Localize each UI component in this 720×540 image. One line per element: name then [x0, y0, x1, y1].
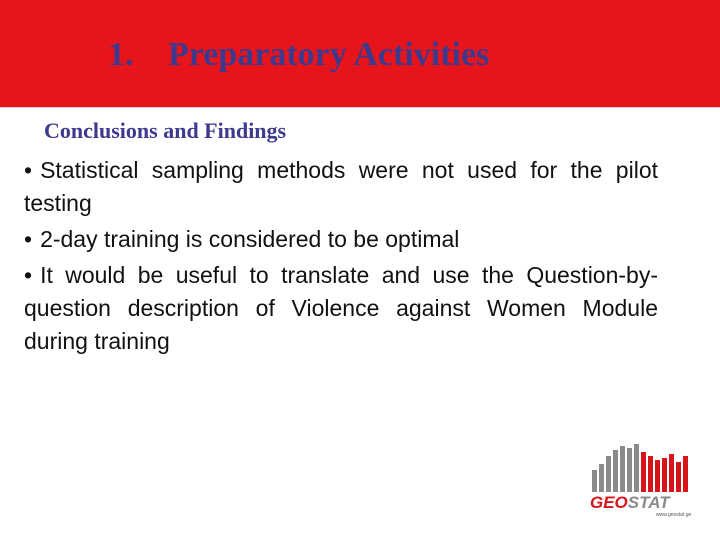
bullet-text: Statistical sampling methods were not used for the pilot testing [24, 157, 658, 216]
bullet-text: It would be useful to translate and use the Question-by-question description of Violence against Women Module during training [24, 262, 658, 354]
bullet-text: 2-day training is considered to be optimal [40, 226, 460, 252]
bullet-item [24, 259, 658, 358]
bullet-dot: • [24, 262, 33, 288]
geostat-logo [584, 442, 696, 518]
logo-url: www.geostat.ge [656, 512, 692, 518]
section-heading: Conclusions and Findings [44, 118, 287, 143]
bullet-dot: • [24, 157, 33, 183]
slide-title [108, 36, 489, 74]
bullet-item [24, 223, 658, 256]
bullet-dot: • [24, 226, 33, 252]
logo-bars-icon [592, 444, 688, 492]
title-text: Preparatory Activities [168, 36, 490, 73]
bullet-list [24, 154, 658, 361]
bullet-item [24, 154, 658, 220]
title-bar [0, 0, 720, 108]
title-number: 1. [108, 36, 134, 73]
logo-wordmark: GEOSTAT [590, 493, 670, 512]
